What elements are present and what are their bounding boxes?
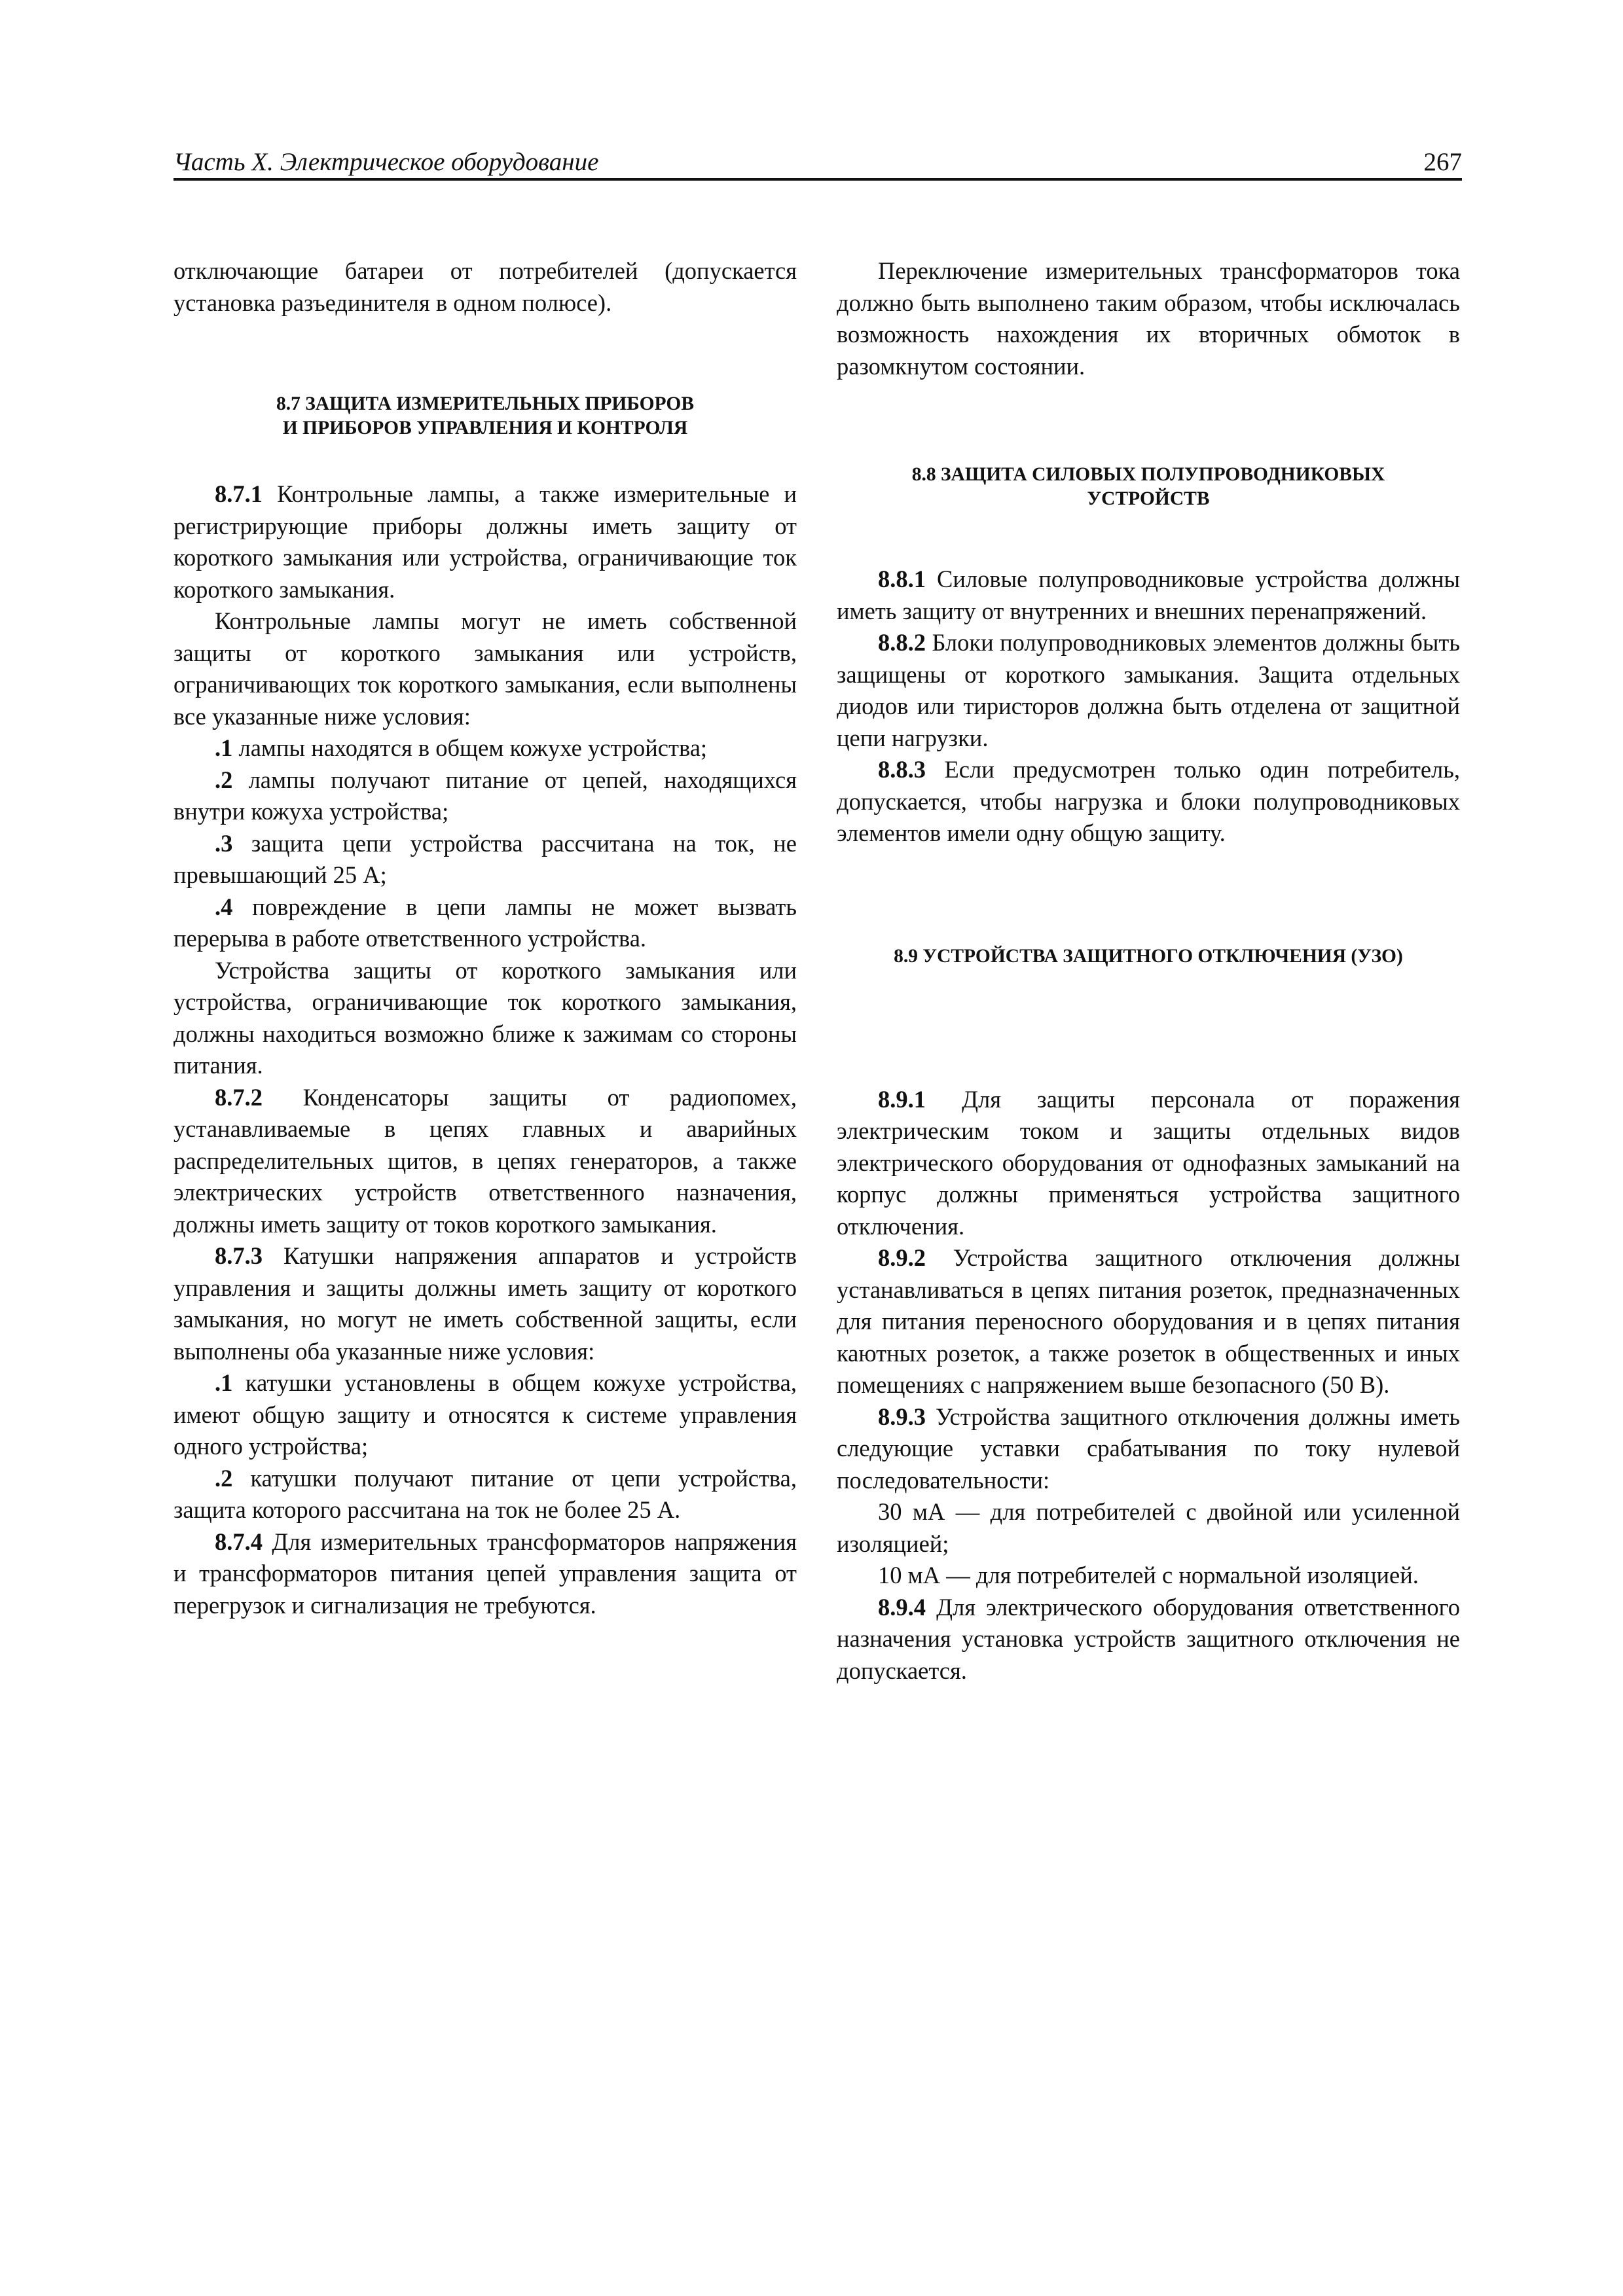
clause-number: 8.7.1 — [215, 480, 263, 507]
item-text: лампы находятся в общем кожухе устройства; — [232, 734, 708, 761]
paragraph-8-9-4 — [837, 1592, 1460, 1687]
clause-number: 8.8.2 — [878, 629, 926, 656]
clause-number: 8.9.1 — [878, 1085, 926, 1113]
section-heading-8-8 — [837, 463, 1460, 511]
clause-number: 8.7.4 — [215, 1528, 263, 1555]
clause-text: Для электрического оборудования ответственного назначения установка устройств защитного отключения не допускается. — [837, 1593, 1460, 1684]
heading-line: 8.8 ЗАЩИТА СИЛОВЫХ ПОЛУПРОВОДНИКОВЫХ — [911, 464, 1385, 485]
clause-text: Если предусмотрен только один потребитель, допускается, чтобы нагрузка и блоки полупроводниковых элементов имели одну общую защиту. — [837, 756, 1460, 846]
paragraph-8-7-2 — [173, 1082, 797, 1241]
paragraph-8-8-1 — [837, 564, 1460, 627]
clause-text: Для измерительных трансформаторов напряжения и трансформаторов питания цепей управления защита от перегрузок и сигнализация не требуются. — [173, 1528, 797, 1619]
paragraph-8-8-2 — [837, 627, 1460, 754]
coil-condition-2 — [173, 1463, 797, 1526]
paragraph-8-9-3 — [837, 1401, 1460, 1497]
item-number: .4 — [215, 893, 233, 920]
clause-number: 8.9.4 — [878, 1593, 926, 1621]
clause-text: Катушки напряжения аппаратов и устройств управления и защиты должны иметь защиту от короткого замыкания, но могут не иметь собственной защиты, если выполнены оба указанные ниже условия: — [173, 1242, 797, 1365]
clause-number: 8.9.3 — [878, 1403, 926, 1430]
item-number: .2 — [215, 766, 233, 793]
condition-2 — [173, 764, 797, 828]
item-number: .1 — [215, 1369, 233, 1396]
item-number: .1 — [215, 734, 233, 761]
running-header — [173, 143, 1462, 181]
paragraph-devices: Устройства защиты от короткого замыкания или устройства, ограничивающие ток короткого замыкания, должны находиться возможно ближе к зажимам со стороны питания. — [173, 956, 797, 1079]
clause-number: 8.9.2 — [878, 1244, 926, 1271]
item-text: катушки установлены в общем кожухе устройства, имеют общую защиту и относятся к системе управления одного устройства; — [173, 1369, 797, 1460]
setting-30ma: 30 мА — для потребителей с двойной или усиленной изоляцией; — [837, 1498, 1460, 1557]
clause-text: Устройства защитного отключения должны иметь следующие уставки срабатывания по току нулевой последовательности: — [837, 1403, 1460, 1494]
item-number: .3 — [215, 829, 233, 857]
item-text: катушки получают питание от цепи устройства, защита которого рассчитана на ток не более 25 А. — [173, 1464, 797, 1523]
condition-3 — [173, 828, 797, 891]
paragraph-8-9-1 — [837, 1084, 1460, 1243]
section-heading-8-9: 8.9 УСТРОЙСТВА ЗАЩИТНОГО ОТКЛЮЧЕНИЯ (УЗО) — [894, 945, 1403, 967]
item-text: защита цепи устройства рассчитана на ток, не превышающий 25 А; — [173, 829, 797, 888]
item-text: лампы получают питание от цепей, находящихся внутри кожуха устройства; — [173, 766, 797, 825]
heading-line: УСТРОЙСТВ — [1087, 488, 1210, 509]
item-number: .2 — [215, 1464, 233, 1492]
clause-text: Устройства защитного отключения должны устанавливаться в цепях питания розеток, предназначенных для питания переносного оборудования и в цепях питания каютных розеток, а также розеток в общественных и иных помещениях с напряжением выше безопасного (50 В). — [837, 1244, 1460, 1398]
right-column — [837, 255, 1460, 1687]
heading-line: И ПРИБОРОВ УПРАВЛЕНИЯ И КОНТРОЛЯ — [282, 418, 688, 439]
paragraph-lamps: Контрольные лампы могут не иметь собственной защиты от короткого замыкания или устройств, ограничивающих ток короткого замыкания, если выполнены все указанные ниже условия: — [173, 607, 797, 730]
paragraph-8-7-1 — [173, 478, 797, 605]
running-title: Часть X. Электрическое оборудование — [173, 148, 599, 176]
left-column — [173, 255, 797, 1621]
clause-number: 8.7.2 — [215, 1083, 263, 1111]
paragraph-8-7-3 — [173, 1240, 797, 1367]
clause-number: 8.7.3 — [215, 1242, 263, 1269]
setting-10ma: 10 мА — для потребителей с нормальной изоляцией. — [878, 1562, 1419, 1588]
clause-text: Для защиты персонала от поражения электрическим током и защиты отдельных видов электрического оборудования от однофазных замыканий на корпус должны применяться устройства защитного отключения. — [837, 1085, 1460, 1240]
paragraph-8-9-2 — [837, 1242, 1460, 1401]
header-rule — [173, 178, 1462, 181]
clause-text: Контрольные лампы, а также измерительные и регистрирующие приборы должны иметь защиту от короткого замыкания или устройства, ограничивающие ток короткого замыкания. — [173, 480, 797, 603]
clause-text: Конденсаторы защиты от радиопомех, устанавливаемые в цепях главных и аварийных распределительных щитов, в цепях генераторов, а также электрических устройств ответственного назначения, должны иметь защиту от токов короткого замыкания. — [173, 1083, 797, 1238]
paragraph-intro: отключающие батареи от потребителей (допускается установка разъединителя в одном полюсе). — [173, 257, 797, 316]
condition-1 — [173, 732, 797, 764]
section-heading-8-7 — [173, 392, 797, 440]
paragraph-8-8-3 — [837, 754, 1460, 850]
paragraph-switching: Переключение измерительных трансформаторов тока должно быть выполнено таким образом, чтобы исключалась возможность нахождения их вторичных обмоток в разомкнутом состоянии. — [837, 257, 1460, 380]
item-text: повреждение в цепи лампы не может вызвать перерыва в работе ответственного устройства. — [173, 893, 797, 952]
page-number: 267 — [1423, 148, 1462, 176]
clause-number: 8.8.1 — [878, 565, 926, 592]
paragraph-8-7-4 — [173, 1526, 797, 1622]
clause-text: Силовые полупроводниковые устройства должны иметь защиту от внутренних и внешних перенапряжений. — [837, 565, 1460, 624]
coil-condition-1 — [173, 1367, 797, 1463]
heading-line: 8.7 ЗАЩИТА ИЗМЕРИТЕЛЬНЫХ ПРИБОРОВ — [276, 393, 695, 414]
condition-4 — [173, 891, 797, 955]
clause-text: Блоки полупроводниковых элементов должны быть защищены от короткого замыкания. Защита отдельных диодов или тиристоров должна быть отделена от защитной цепи нагрузки. — [837, 629, 1460, 751]
clause-number: 8.8.3 — [878, 756, 926, 783]
